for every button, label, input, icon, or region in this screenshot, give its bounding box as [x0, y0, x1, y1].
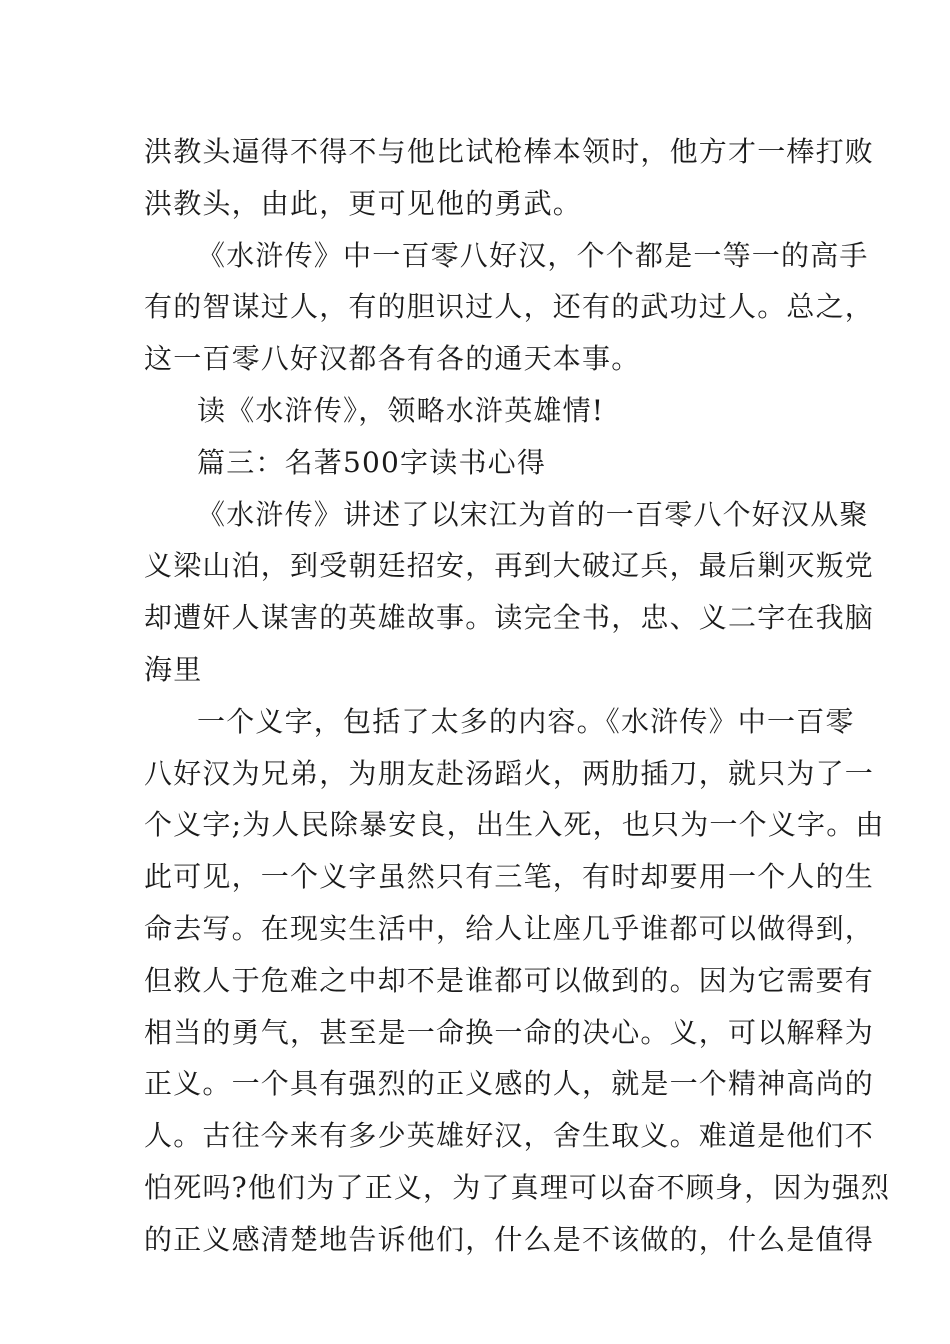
paragraph-start-line: 一个义字，包括了太多的内容。《水浒传》中一百零: [197, 704, 855, 738]
text-line: 命去写。在现实生活中，给人让座几乎谁都可以做得到，: [144, 911, 875, 945]
paragraph-start-line: 《水浒传》中一百零八好汉，个个都是一等一的高手: [197, 238, 869, 272]
paragraph-start-line: 读《水浒传》，领略水浒英雄情!: [197, 393, 605, 427]
text-line: 却遭奸人谋害的英雄故事。读完全书，忠、义二字在我脑: [144, 601, 875, 635]
text-line: 八好汉为兄弟，为朋友赴汤蹈火，两肋插刀，就只为了一: [144, 756, 875, 790]
text-line: 有的智谋过人，有的胆识过人，还有的武功过人。总之，: [144, 290, 875, 324]
text-line: 的正义感清楚地告诉他们，什么是不该做的，什么是值得: [144, 1222, 875, 1256]
paragraph-start-line: 《水浒传》讲述了以宋江为首的一百零八个好汉从聚: [197, 497, 869, 531]
text-line: 但救人于危难之中却不是谁都可以做到的。因为它需要有: [144, 963, 875, 997]
text-line: 相当的勇气，甚至是一命换一命的决心。义，可以解释为: [144, 1015, 875, 1049]
text-line: 人。古往今来有多少英雄好汉，舍生取义。难道是他们不: [144, 1119, 875, 1153]
text-line: 海里: [144, 652, 203, 686]
text-line: 这一百零八好汉都各有各的通天本事。: [144, 342, 641, 376]
text-line: 个义字;为人民除暴安良，出生入死，也只为一个义字。由: [144, 808, 885, 842]
text-line: 怕死吗?他们为了正义，为了真理可以奋不顾身，因为强烈: [144, 1170, 891, 1204]
text-line: 洪教头，由此，更可见他的勇武。: [144, 186, 583, 220]
text-line: 正义。一个具有强烈的正义感的人，就是一个精神高尚的: [144, 1067, 875, 1101]
text-line: 此可见，一个义字虽然只有三笔，有时却要用一个人的生: [144, 860, 875, 894]
text-line: 洪教头逼得不得不与他比试枪棒本领时，他方才一棒打败: [144, 135, 875, 168]
body-text: [144, 126, 891, 1266]
section-heading: 篇三：名著500字读书心得: [197, 445, 547, 479]
text-line: 义梁山泊，到受朝廷招安，再到大破辽兵，最后剿灭叛党: [144, 549, 875, 583]
